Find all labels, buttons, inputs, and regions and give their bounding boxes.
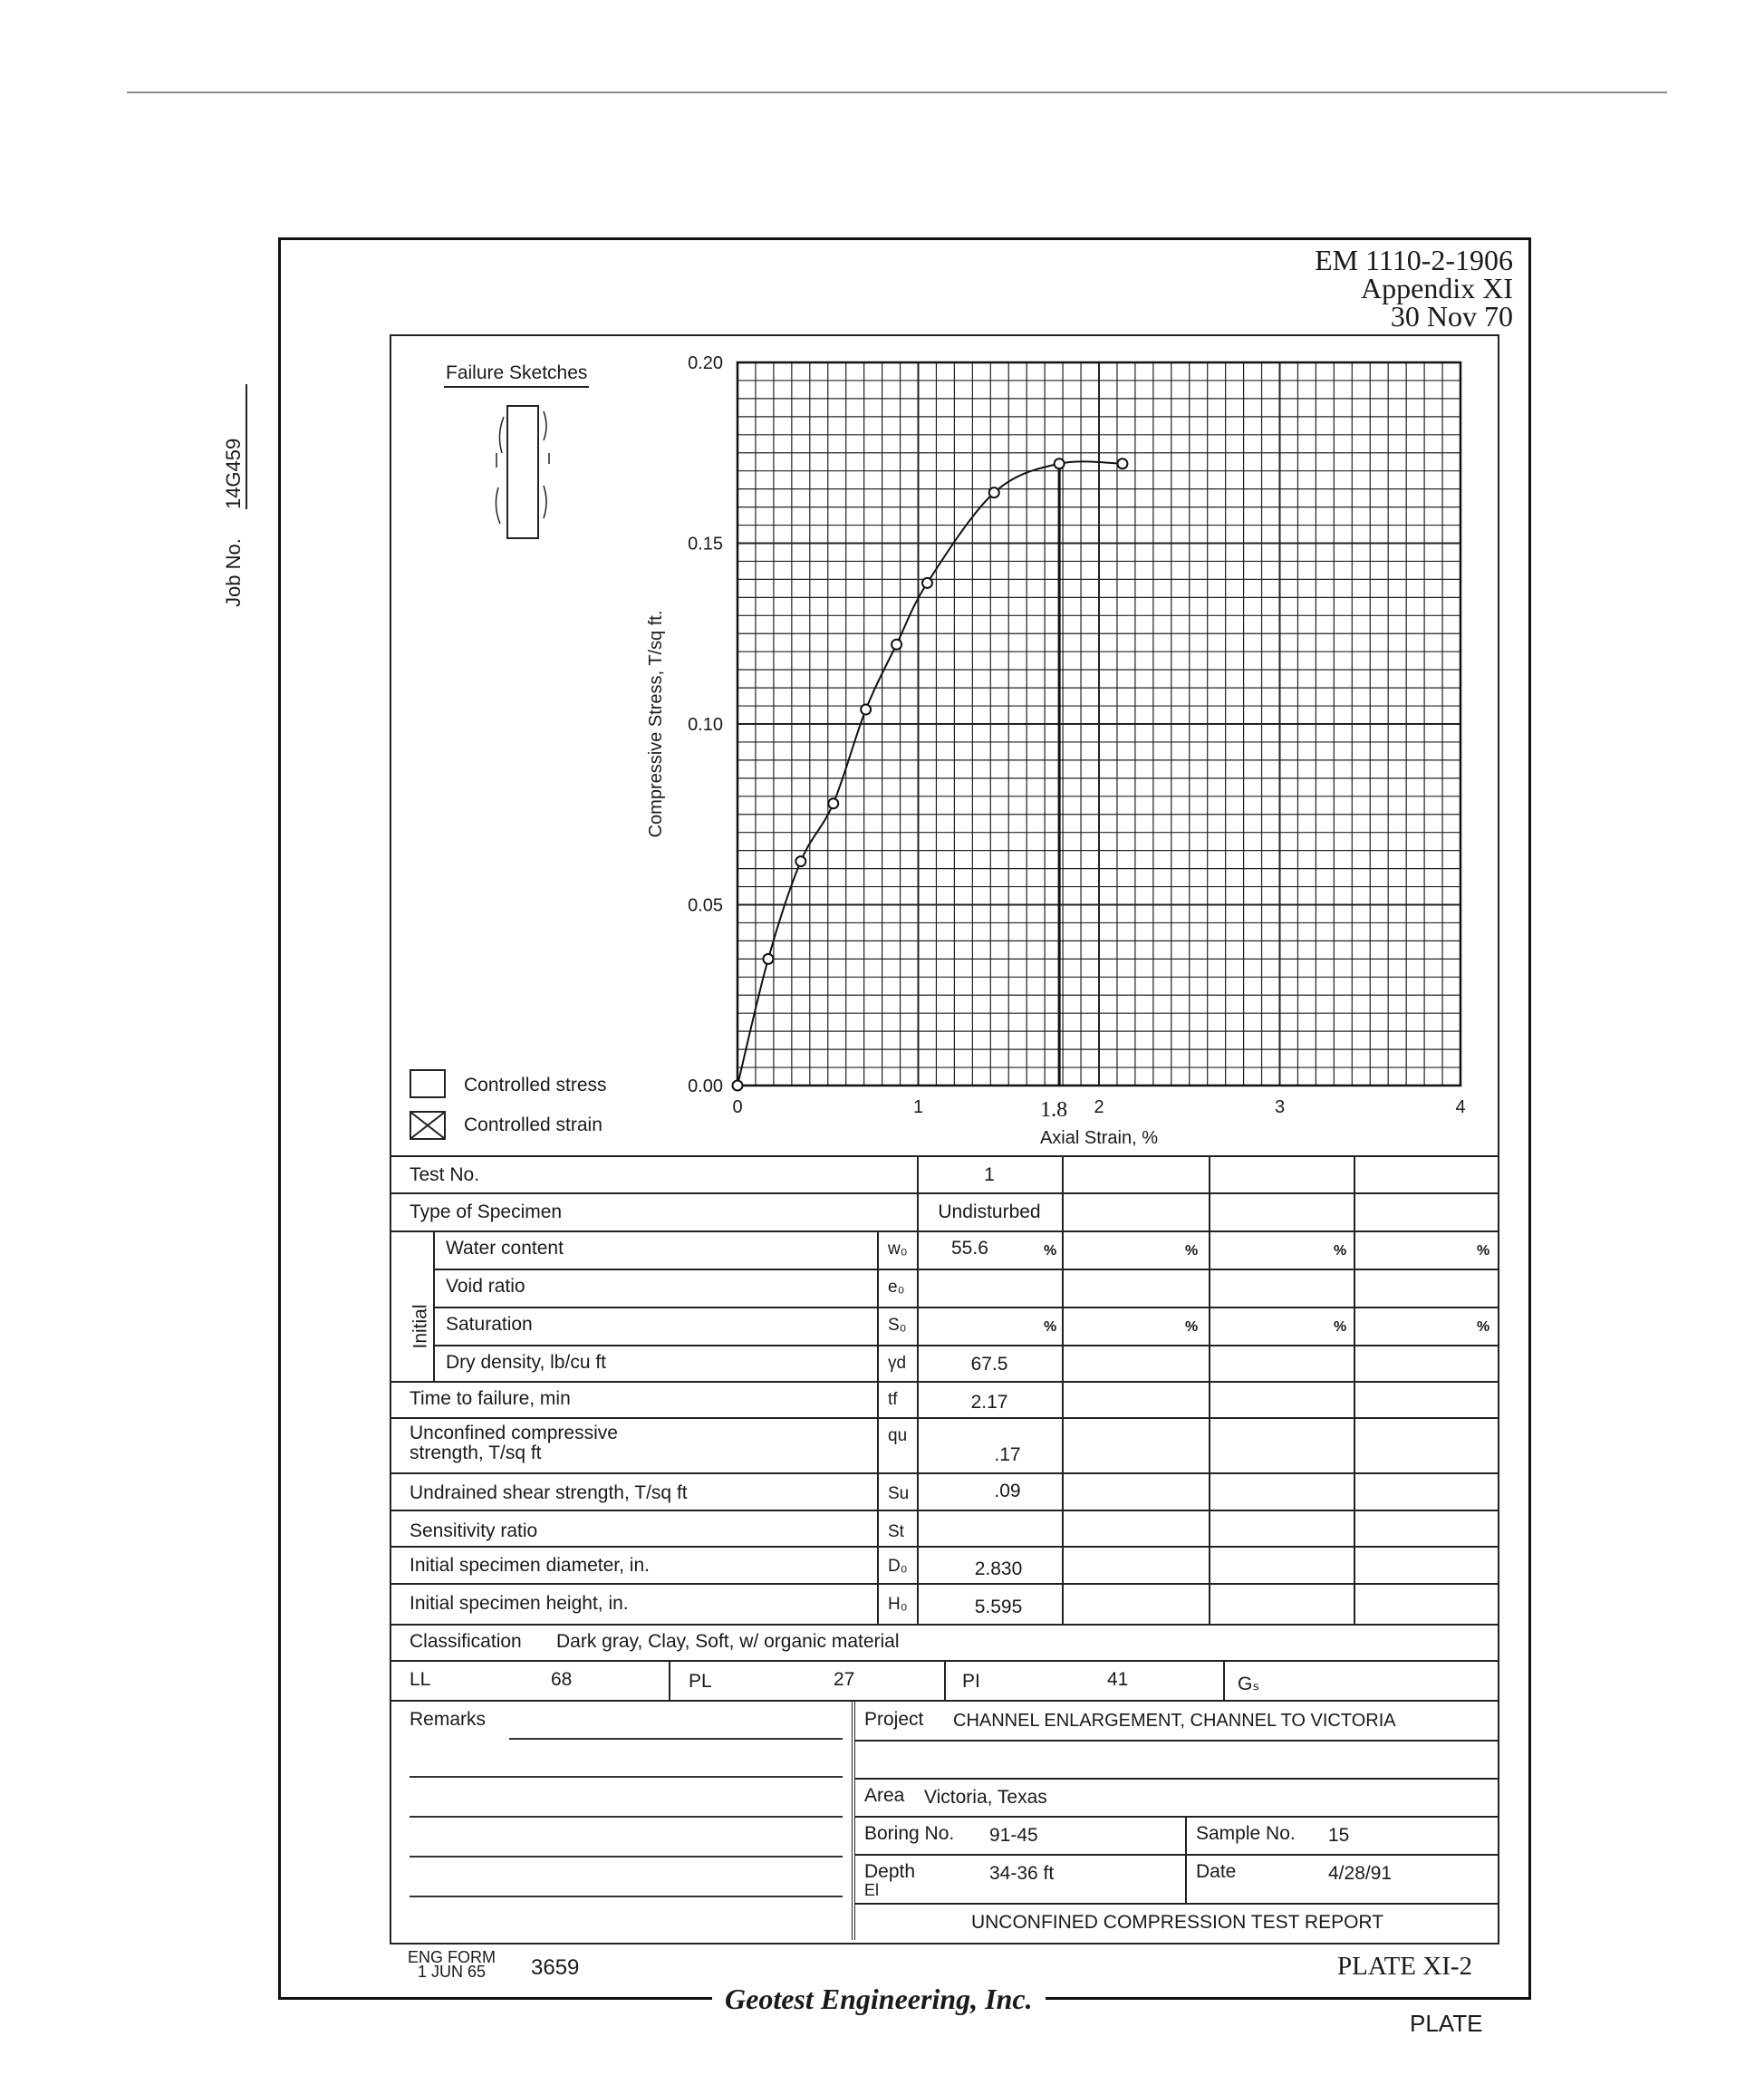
top-rule	[127, 92, 1667, 93]
sample-value: 15	[1328, 1825, 1350, 1846]
controlled-stress-label: Controlled stress	[464, 1075, 607, 1095]
date-value: 4/28/91	[1328, 1863, 1393, 1884]
data-point	[922, 578, 932, 588]
col-pl	[669, 1660, 670, 1700]
data-point	[989, 487, 999, 497]
rule	[433, 1307, 1499, 1308]
rule	[390, 1583, 1499, 1585]
dry-density-symbol: γd	[888, 1354, 907, 1373]
project-label: Project	[864, 1709, 924, 1730]
checkbox-x-icon	[411, 1113, 444, 1138]
water-content-value: 55.6	[951, 1238, 988, 1259]
ll-label: LL	[410, 1669, 431, 1690]
col-pi	[944, 1660, 946, 1700]
rule	[855, 1778, 1499, 1780]
rule	[433, 1269, 1499, 1270]
height-symbol: H₀	[888, 1595, 908, 1614]
data-point	[828, 798, 838, 808]
rule	[390, 1381, 1499, 1383]
time-failure-value: 2.17	[970, 1392, 1008, 1413]
x-tick-label: 1	[912, 1097, 924, 1117]
col-initial	[433, 1230, 435, 1381]
data-point	[1055, 458, 1065, 468]
shear-strength-symbol: Su	[888, 1484, 910, 1503]
depth-value: 34-36 ft	[989, 1863, 1055, 1884]
y-tick-label: 0.05	[688, 895, 723, 916]
appendix: Appendix XI	[1361, 272, 1513, 304]
rule	[433, 1345, 1499, 1346]
stress-strain-curve	[737, 461, 1123, 1086]
depth-label: Depth	[864, 1861, 916, 1882]
pct-mark: %	[1185, 1319, 1199, 1335]
controlled-stress-checkbox[interactable]	[410, 1069, 446, 1098]
shear-strength-label: Undrained shear strength, T/sq ft	[410, 1482, 688, 1503]
y-tick-label: 0.10	[688, 715, 723, 735]
remarks-line	[410, 1776, 843, 1778]
plate-label: PLATE	[1410, 2010, 1483, 2037]
ucs-label-line1: Unconfined compressive	[410, 1423, 618, 1443]
eng-form	[408, 1950, 496, 1979]
failure-sketch	[480, 399, 571, 544]
failure-strain-annotation: 1.8	[1040, 1098, 1068, 1122]
test-no-value: 1	[984, 1164, 995, 1185]
stress-strain-chart	[634, 344, 1486, 1160]
ucs-symbol: qu	[888, 1426, 908, 1445]
plate-id: PLATE XI-2	[1337, 1952, 1473, 1981]
pct-mark: %	[1477, 1243, 1490, 1259]
form-line2: 1 JUN 65	[417, 1963, 487, 1981]
pi-label: PI	[962, 1671, 980, 1692]
controlled-strain-checkbox[interactable]	[410, 1111, 446, 1140]
dry-density-label: Dry density, lb/cu ft	[446, 1352, 607, 1373]
y-tick-label: 0.20	[688, 353, 723, 373]
diameter-value: 2.830	[974, 1558, 1023, 1579]
ll-value: 68	[551, 1669, 573, 1690]
rule	[390, 1546, 1499, 1548]
rule	[855, 1903, 1499, 1905]
classification-label: Classification	[410, 1631, 522, 1652]
form-line1: ENG FORM	[408, 1948, 496, 1966]
rule	[390, 1230, 1499, 1232]
pct-mark: %	[1185, 1243, 1199, 1259]
void-ratio-symbol: e₀	[888, 1278, 905, 1297]
dry-density-value: 67.5	[970, 1354, 1008, 1375]
height-label: Initial specimen height, in.	[410, 1593, 629, 1614]
y-tick-label: 0.00	[688, 1076, 723, 1096]
water-content-symbol: w₀	[888, 1240, 908, 1259]
x-tick-label: 2	[1094, 1097, 1104, 1117]
void-ratio-label: Void ratio	[446, 1276, 525, 1297]
remarks-line	[410, 1896, 843, 1897]
saturation-label: Saturation	[446, 1314, 533, 1335]
pct-mark: %	[1044, 1319, 1057, 1335]
date-label: Date	[1196, 1861, 1237, 1882]
rule	[855, 1816, 1499, 1818]
data-point	[861, 705, 871, 715]
job-number-block	[222, 245, 258, 607]
form-number: 3659	[531, 1955, 580, 1980]
col-symbol	[877, 1230, 879, 1624]
pi-value: 41	[1107, 1669, 1129, 1690]
sensitivity-symbol: St	[888, 1522, 904, 1541]
col-test2	[1062, 1155, 1064, 1624]
remarks-label: Remarks	[410, 1709, 487, 1730]
report-title: UNCONFINED COMPRESSION TEST REPORT	[970, 1912, 1384, 1933]
pct-mark: %	[1334, 1319, 1347, 1335]
data-point	[795, 856, 805, 866]
y-axis-label: Compressive Stress, T/sq ft.	[646, 610, 666, 838]
col-test1	[917, 1155, 919, 1624]
ucs-label-line2: strength, T/sq ft	[410, 1443, 542, 1463]
rule	[855, 1854, 1499, 1856]
time-failure-label: Time to failure, min	[410, 1388, 571, 1409]
rule	[390, 1417, 1499, 1419]
rule	[390, 1624, 1499, 1626]
pct-mark: %	[1334, 1243, 1347, 1259]
remarks-line	[410, 1856, 843, 1858]
boring-value: 91-45	[989, 1825, 1038, 1846]
controlled-strain-label: Controlled strain	[464, 1115, 602, 1135]
sample-label: Sample No.	[1196, 1823, 1296, 1844]
doc-date: 30 Nov 70	[1390, 300, 1513, 333]
saturation-symbol: S₀	[888, 1316, 907, 1335]
x-axis-label: Axial Strain, %	[1039, 1128, 1159, 1148]
data-point	[1117, 458, 1127, 468]
col-test4	[1354, 1155, 1355, 1624]
remarks-line	[410, 1816, 843, 1818]
type-specimen-value: Undisturbed	[938, 1201, 1041, 1222]
doc-header	[1087, 246, 1513, 331]
pl-value: 27	[834, 1669, 855, 1690]
col-test3	[1209, 1155, 1210, 1624]
pct-mark: %	[1044, 1243, 1057, 1259]
rule	[855, 1740, 1499, 1742]
pct-mark: %	[1477, 1319, 1490, 1335]
x-tick-label: 3	[1274, 1097, 1286, 1117]
col-sample	[1185, 1816, 1187, 1903]
shear-strength-value: .09	[994, 1481, 1021, 1501]
y-tick-label: 0.15	[688, 534, 723, 555]
col-gs	[1223, 1660, 1225, 1700]
company-name: Geotest Engineering, Inc.	[712, 1983, 1046, 2016]
failure-sketches-title: Failure Sketches	[444, 362, 589, 388]
rule	[390, 1472, 1499, 1474]
height-value: 5.595	[974, 1597, 1023, 1617]
area-label: Area	[864, 1785, 905, 1806]
data-point	[733, 1081, 743, 1091]
x-tick-label: 0	[732, 1097, 743, 1117]
job-label: Job No.	[222, 538, 245, 607]
classification-value: Dark gray, Clay, Soft, w/ organic material	[556, 1631, 900, 1652]
remarks-line	[509, 1738, 843, 1740]
doc-number: EM 1110-2-1906	[1315, 244, 1513, 276]
rule	[390, 1192, 1499, 1194]
project-value: CHANNEL ENLARGEMENT, CHANNEL TO VICTORIA	[953, 1711, 1396, 1731]
rule-table-top	[390, 1155, 1499, 1157]
data-point	[763, 954, 773, 964]
rule	[390, 1510, 1499, 1511]
test-no-label: Test No.	[410, 1164, 480, 1185]
water-content-label: Water content	[446, 1238, 564, 1259]
diameter-symbol: D₀	[888, 1557, 908, 1576]
el-label: El	[864, 1881, 880, 1899]
job-number: 14G459	[222, 384, 247, 509]
type-specimen-label: Type of Specimen	[410, 1201, 563, 1222]
gs-label: Gₛ	[1238, 1674, 1260, 1694]
data-point	[892, 640, 901, 650]
x-tick-label: 4	[1455, 1097, 1466, 1117]
sensitivity-label: Sensitivity ratio	[410, 1520, 538, 1541]
diameter-label: Initial specimen diameter, in.	[410, 1555, 650, 1576]
boring-label: Boring No.	[864, 1823, 955, 1844]
area-value: Victoria, Texas	[924, 1787, 1047, 1808]
ucs-value: .17	[994, 1444, 1021, 1465]
initial-label: Initial	[410, 1304, 431, 1349]
time-failure-symbol: tf	[888, 1390, 898, 1409]
pl-label: PL	[689, 1671, 712, 1692]
